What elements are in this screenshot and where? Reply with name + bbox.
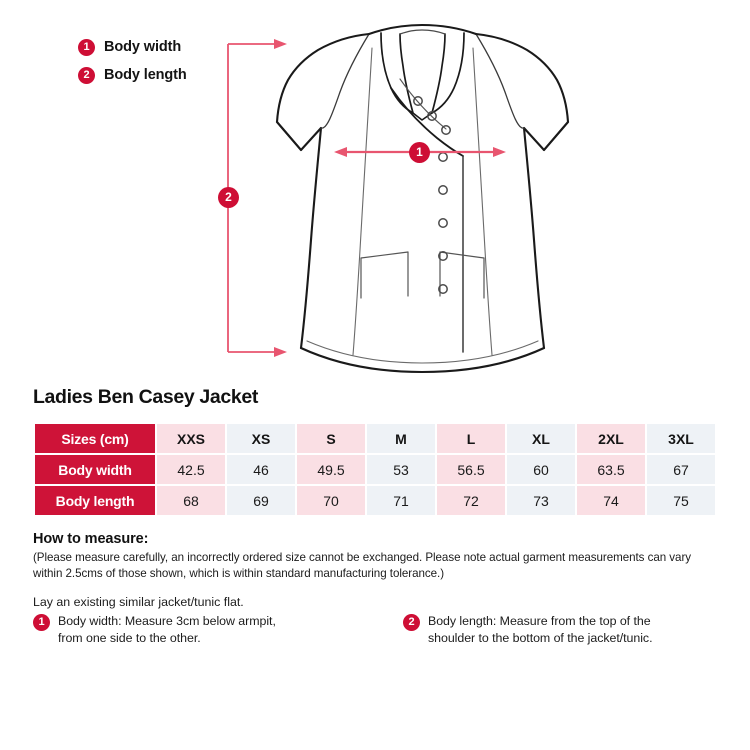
body-width-cell: 63.5 [577, 455, 645, 484]
diagram-badge-body-length: 2 [218, 187, 239, 208]
diagram-badge-body-width: 1 [409, 142, 430, 163]
table-row-body-length [35, 486, 715, 515]
size-chart-table [33, 422, 717, 517]
body-length-cell: 75 [647, 486, 715, 515]
badge-1-icon: 1 [33, 614, 50, 631]
table-row-sizes [35, 424, 715, 453]
legend-item-body-width [78, 33, 268, 61]
size-header-cell: 2XL [577, 424, 645, 453]
legend [78, 33, 268, 89]
body-length-cell: 69 [227, 486, 295, 515]
size-header-cell: XS [227, 424, 295, 453]
badge-2-icon: 2 [78, 67, 95, 84]
body-length-cell: 68 [157, 486, 225, 515]
note-line-1: Body length: Measure from the top of the [428, 614, 651, 628]
body-width-cell: 67 [647, 455, 715, 484]
body-length-cell: 74 [577, 486, 645, 515]
measure-note-body-width [33, 613, 403, 646]
legend-label-body-width: Body width [104, 39, 182, 55]
how-to-measure-lay-flat: Lay an existing similar jacket/tunic flat. [33, 595, 244, 609]
measure-note-body-width-text [58, 613, 276, 646]
how-to-measure-disclaimer: (Please measure carefully, an incorrectly ordered size cannot be exchanged. Please note actual garment measurements can vary within 2.5cms of those shown, which is within standard manufacturing tolerance.) [33, 551, 692, 580]
measure-note-body-length [403, 613, 723, 646]
note-line-2: from one side to the other. [58, 630, 201, 645]
row-header-sizes: Sizes (cm) [35, 424, 155, 453]
size-header-cell: M [367, 424, 435, 453]
note-line-1: Body width: Measure 3cm below armpit, [58, 614, 276, 628]
body-width-cell: 42.5 [157, 455, 225, 484]
badge-1-icon: 1 [78, 39, 95, 56]
legend-label-body-length: Body length [104, 67, 187, 83]
how-to-measure-section [33, 531, 723, 609]
body-width-cell: 53 [367, 455, 435, 484]
size-header-cell: XXS [157, 424, 225, 453]
size-header-cell: L [437, 424, 505, 453]
body-length-cell: 72 [437, 486, 505, 515]
garment-outline [277, 25, 568, 372]
how-to-measure-heading: How to measure: [33, 531, 149, 547]
note-line-2: shoulder to the bottom of the jacket/tunic. [428, 630, 653, 645]
page-title: Ladies Ben Casey Jacket [33, 386, 258, 408]
badge-2-icon: 2 [403, 614, 420, 631]
body-width-cell: 46 [227, 455, 295, 484]
table-row-body-width [35, 455, 715, 484]
size-header-cell: S [297, 424, 365, 453]
body-width-cell: 56.5 [437, 455, 505, 484]
button-group [414, 97, 450, 293]
row-header-body-length: Body length [35, 486, 155, 515]
body-width-cell: 49.5 [297, 455, 365, 484]
row-header-body-width: Body width [35, 455, 155, 484]
body-length-cell: 71 [367, 486, 435, 515]
body-width-cell: 60 [507, 455, 575, 484]
body-length-cell: 70 [297, 486, 365, 515]
how-to-measure-notes [33, 613, 723, 646]
body-length-cell: 73 [507, 486, 575, 515]
size-header-cell: 3XL [647, 424, 715, 453]
measure-note-body-length-text [428, 613, 652, 646]
size-header-cell: XL [507, 424, 575, 453]
legend-item-body-length [78, 61, 268, 89]
